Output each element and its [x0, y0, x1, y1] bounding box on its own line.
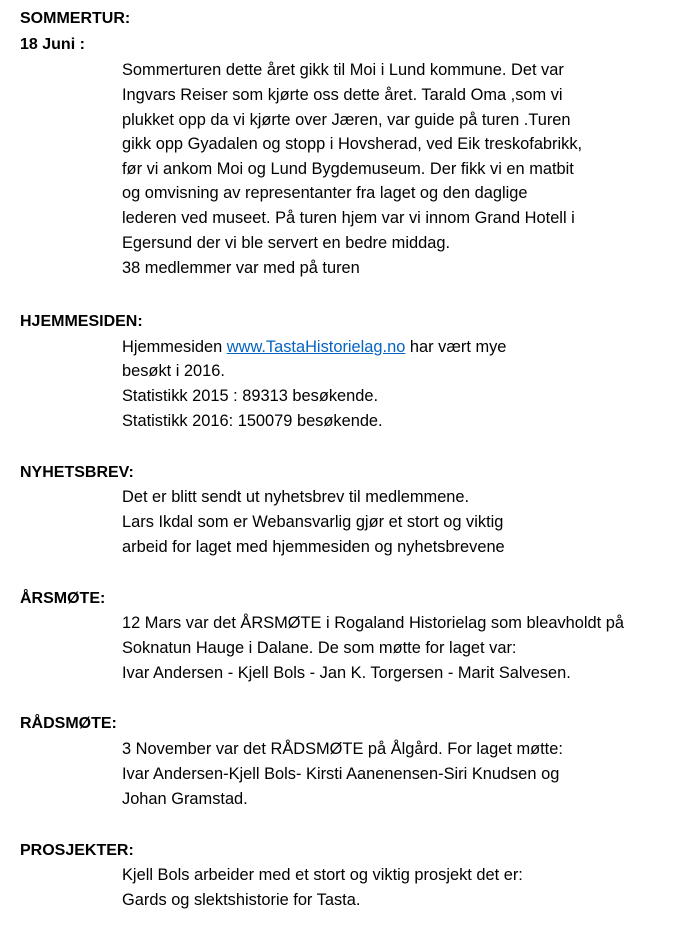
text-line: 3 November var det RÅDSMØTE på Ålgård. For laget møtte: — [122, 740, 563, 758]
text-line: Sommerturen dette året gikk til Moi i Lund kommune. Det var — [122, 61, 564, 79]
text-line: Johan Gramstad. — [122, 790, 248, 808]
hjemmesiden-line — [122, 335, 506, 359]
text-line: 12 Mars var det ÅRSMØTE i Rogaland Historielag som bleavholdt på — [122, 614, 624, 632]
text-line: Det er blitt sendt ut nyhetsbrev til medlemmene. — [122, 488, 470, 506]
text-line: Soknatun Hauge i Dalane. De som møtte for laget var: — [122, 639, 517, 657]
text-line: Gards og slektshistorie for Tasta. — [122, 891, 361, 909]
text-line: gikk opp Gyadalen og stopp i Hovsherad, ved Eik treskofabrikk, — [122, 135, 583, 153]
text-line: Ivar Andersen - Kjell Bols - Jan K. Torgersen - Marit Salvesen. — [122, 664, 571, 682]
text-line: Lars Ikdal som er Webansvarlig gjør et stort og viktig — [122, 513, 504, 531]
section-heading-sommertur: SOMMERTUR: — [20, 10, 131, 27]
section-heading-arsmote: ÅRSMØTE: — [20, 590, 106, 607]
text-line: plukket opp da vi kjørte over Jæren, var guide på turen .Turen — [122, 111, 571, 129]
text-line: før vi ankom Moi og Lund Bygdemuseum. Der fikk vi en matbit — [122, 160, 574, 178]
section-heading-hjemmesiden: HJEMMESIDEN: — [20, 313, 143, 330]
sommertur-date: 18 Juni : — [20, 36, 85, 53]
section-heading-prosjekter: PROSJEKTER: — [20, 842, 134, 859]
section-heading-radsmote: RÅDSMØTE: — [20, 715, 117, 732]
text-fragment: har vært mye — [405, 338, 507, 356]
text-line: Statistikk 2015 : 89313 besøkende. — [122, 387, 379, 405]
text-line: lederen ved museet. På turen hjem var vi innom Grand Hotell i — [122, 209, 575, 227]
section-heading-nyhetsbrev: NYHETSBREV: — [20, 464, 134, 481]
text-line: Kjell Bols arbeider med et stort og viktig prosjekt det er: — [122, 866, 523, 884]
text-line: Ivar Andersen-Kjell Bols- Kirsti Aanenensen-Siri Knudsen og — [122, 765, 560, 783]
text-line: Egersund der vi ble servert en bedre middag. — [122, 234, 450, 252]
text-line: arbeid for laget med hjemmesiden og nyhetsbrevene — [122, 538, 505, 556]
text-line: besøkt i 2016. — [122, 362, 225, 380]
text-line: 38 medlemmer var med på turen — [122, 259, 360, 277]
text-line: Statistikk 2016: 150079 besøkende. — [122, 412, 383, 430]
text-line: og omvisning av representanter fra laget og den daglige — [122, 184, 528, 202]
text-fragment: Hjemmesiden — [122, 338, 227, 356]
homepage-link[interactable]: www.TastaHistorielag.no — [226, 338, 406, 356]
text-line: Ingvars Reiser som kjørte oss dette året. Tarald Oma ,som vi — [122, 86, 563, 104]
